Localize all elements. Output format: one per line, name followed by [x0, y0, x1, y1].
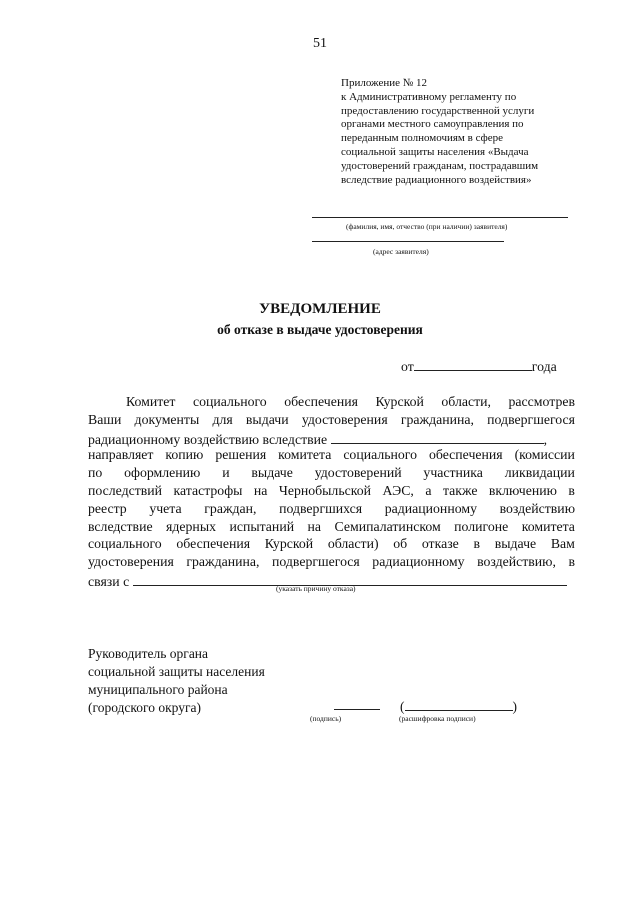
document-subtitle: об отказе в выдаче удостоверения [217, 322, 423, 337]
body-word: Курской [264, 536, 314, 552]
body-word: на [307, 518, 322, 534]
body-word: Семипалатинском [334, 518, 441, 534]
annex-line: предоставлению государственной услуги [341, 104, 535, 117]
decode-line[interactable] [405, 696, 513, 711]
document-title: УВЕДОМЛЕНИЕ [259, 301, 381, 317]
body-line [88, 553, 575, 571]
annex-line: удостоверений гражданам, пострадавшим [341, 159, 539, 172]
body-text: связи с [88, 573, 130, 589]
body-word: граждан, [204, 500, 257, 516]
body-word: катастрофы [173, 482, 243, 498]
body-word: а [425, 482, 432, 498]
body-line [88, 464, 575, 482]
body-word: социального [88, 536, 162, 552]
body-word: обеспечения [284, 394, 358, 409]
applicant-name-line[interactable] [312, 217, 568, 218]
signatory-line: социальной защиты населения [88, 664, 265, 679]
annex-line: Приложение № 12 [341, 77, 428, 89]
cause-field[interactable] [331, 429, 544, 444]
body-word: области) [327, 536, 379, 552]
signatory-line: Руководитель органа [88, 646, 209, 661]
body-text: , [543, 431, 548, 447]
decode-field [400, 696, 517, 715]
body-word: удостоверения [88, 554, 174, 570]
body-word: на [253, 482, 268, 498]
date-prefix: от [401, 359, 414, 374]
body-word: Ваши [88, 411, 122, 427]
body-word: подвергшегося [271, 554, 360, 570]
body-word: направляет [88, 447, 154, 463]
body-word: для [212, 411, 233, 427]
body-word: по [88, 465, 103, 481]
date-suffix: года [531, 359, 557, 374]
body-line [88, 411, 575, 429]
body-word: Комитет [126, 394, 176, 409]
body-word: комитета [278, 447, 332, 463]
body-word: испытаний [229, 518, 295, 534]
signatory-line: муниципального района [88, 682, 228, 697]
body-line [88, 535, 575, 553]
body-word: (комиссии [514, 447, 575, 463]
date-field[interactable] [414, 356, 532, 371]
applicant-name-caption: (фамилия, имя, отчество (при наличии) заявителя) [346, 222, 508, 231]
body-word: включению [488, 482, 557, 498]
body-word: гражданина, [186, 554, 260, 570]
body-text: радиационному воздействию вследствие [88, 431, 328, 447]
body-line [88, 429, 575, 447]
page-number: 51 [313, 36, 327, 51]
body-word: в [568, 482, 575, 498]
body-word: и [222, 465, 230, 481]
body-word: рассмотрев [508, 394, 575, 409]
applicant-address-line[interactable] [312, 241, 504, 242]
body-word: реестр [88, 500, 127, 516]
annex-line: к Административному регламенту по [341, 90, 517, 103]
body-line [88, 393, 575, 411]
body-word: социального [343, 447, 418, 463]
body-word: социального [193, 394, 267, 409]
decode-caption: (расшифровка подписи) [399, 714, 476, 723]
body-word: подвергшегося [487, 411, 575, 427]
signature-line[interactable] [334, 709, 380, 710]
body-word: радиационному [384, 500, 477, 516]
body-word: Вам [550, 536, 575, 552]
body-word: выдачи [245, 411, 289, 427]
body-word: документы [134, 411, 200, 427]
date-line [401, 356, 557, 375]
body-word: также [442, 482, 478, 498]
body-word: гражданина, [400, 411, 474, 427]
body-word: удостоверений [314, 465, 402, 481]
reason-caption: (указать причину отказа) [276, 584, 356, 593]
body-word: оформлению [124, 465, 201, 481]
body-word: выдаче [251, 465, 293, 481]
body-word: удостоверения [301, 411, 388, 427]
body-word: радиационному [372, 554, 465, 570]
annex-line: переданным полномочиям в сфере [341, 132, 503, 145]
decode-open: ( [400, 699, 405, 714]
body-line [88, 500, 575, 518]
body-word: решения [215, 447, 267, 463]
body-word: Курской [375, 394, 424, 409]
signatory-line: (городского округа) [88, 700, 202, 715]
annex-header [341, 77, 581, 187]
body-word: Чернобыльской [278, 482, 372, 498]
annex-line: социальной защиты населения «Выдача [341, 145, 529, 158]
body-word: обеспечения [428, 447, 503, 463]
applicant-address-caption: (адрес заявителя) [373, 247, 429, 256]
annex-line: органами местного самоуправления по [341, 118, 524, 131]
body-word: полигоне [454, 518, 509, 534]
body-word: об [393, 536, 408, 552]
body-word: АЭС, [382, 482, 414, 498]
signature-caption: (подпись) [310, 714, 342, 723]
body-word: в [473, 536, 480, 552]
annex-line: вследствие радиационного воздействия» [341, 173, 532, 186]
notice-body [88, 393, 575, 589]
body-word: копию [165, 447, 204, 463]
body-word: области, [441, 394, 491, 409]
body-word: ликвидации [504, 465, 575, 481]
body-word: отказе [421, 536, 459, 552]
body-word: последствий [88, 482, 163, 498]
body-word: подвергшихся [279, 500, 363, 516]
body-line [88, 518, 575, 536]
body-word: комитета [521, 518, 575, 534]
body-word: обеспечения [176, 536, 251, 552]
decode-close: ) [512, 699, 517, 714]
body-word: воздействию [499, 500, 575, 516]
body-word: учета [149, 500, 182, 516]
body-line [88, 446, 575, 464]
body-line [88, 482, 575, 500]
body-word: ядерных [166, 518, 216, 534]
body-word: участника [423, 465, 483, 481]
signatory-block [88, 645, 265, 717]
body-word: выдаче [494, 536, 537, 552]
body-word: воздействию, [477, 554, 556, 570]
body-word: в [568, 554, 575, 570]
body-word: вследствие [88, 518, 153, 534]
